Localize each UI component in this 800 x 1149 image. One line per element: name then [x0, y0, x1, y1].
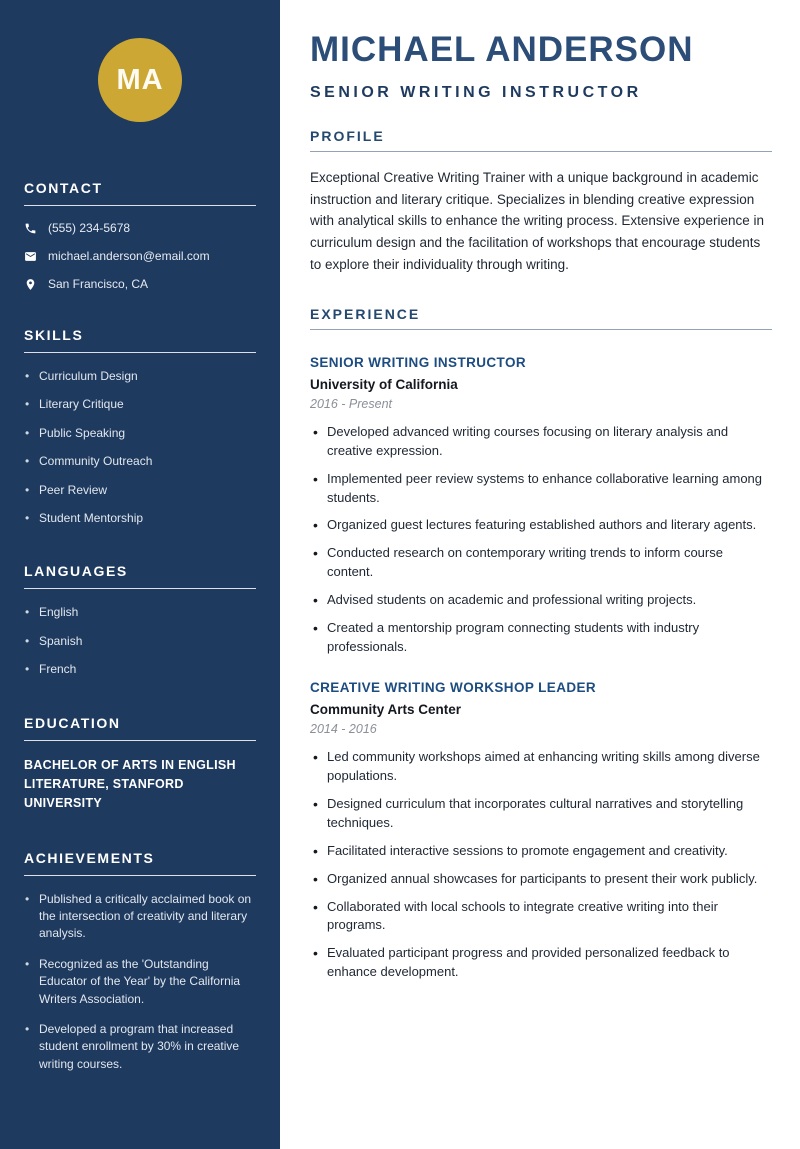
- achievement-item: • Published a critically acclaimed book on the intersection of creativity and literary analysis.: [24, 891, 256, 943]
- experience-heading: EXPERIENCE: [310, 306, 421, 323]
- achievement-item: • Recognized as the 'Outstanding Educator of the Year' by the California Writers Association.: [24, 956, 256, 1008]
- job-bullet: • Facilitated interactive sessions to promote engagement and creativity.: [310, 842, 772, 861]
- job-bullets: [310, 748, 772, 981]
- achievements-heading: ACHIEVEMENTS: [24, 850, 256, 876]
- main-content: [280, 0, 800, 1149]
- skill-item: • Student Mentorship: [24, 510, 256, 527]
- skill-item: • Public Speaking: [24, 425, 256, 442]
- achievement-item: • Developed a program that increased student enrollment by 30% in creative writing courses.: [24, 1021, 256, 1073]
- language-item: • Spanish: [24, 633, 256, 650]
- profile-divider: [310, 151, 772, 152]
- skill-item: • Curriculum Design: [24, 368, 256, 385]
- person-title: SENIOR WRITING INSTRUCTOR: [310, 83, 642, 101]
- education-section: [24, 715, 256, 814]
- job-bullets: [310, 423, 772, 656]
- job-bullet: • Created a mentorship program connecting students with industry professionals.: [310, 619, 772, 657]
- skill-item: • Community Outreach: [24, 453, 256, 470]
- contact-heading: CONTACT: [24, 180, 256, 206]
- contact-location-text: San Francisco, CA: [48, 277, 149, 291]
- contact-phone: [24, 221, 256, 235]
- job-entry-1: [310, 355, 772, 656]
- contact-email: [24, 249, 256, 263]
- contact-email-text: michael.anderson@email.com: [48, 249, 210, 263]
- languages-heading: LANGUAGES: [24, 563, 256, 589]
- contact-section: [24, 180, 256, 291]
- job-bullet: • Evaluated participant progress and provided personalized feedback to enhance development.: [310, 944, 772, 982]
- location-icon: [24, 278, 37, 291]
- spacer: [310, 345, 772, 353]
- language-item: • French: [24, 661, 256, 678]
- job-bullet: • Developed advanced writing courses focusing on literary analysis and creative expression.: [310, 423, 772, 461]
- sidebar: [0, 0, 280, 1149]
- job-bullet: • Advised students on academic and professional writing projects.: [310, 591, 772, 610]
- profile-heading: PROFILE: [310, 127, 385, 144]
- contact-phone-text: (555) 234-5678: [48, 221, 131, 235]
- skill-item: • Literary Critique: [24, 396, 256, 413]
- avatar-initials: MA: [116, 63, 164, 96]
- job-bullet: • Implemented peer review systems to enhance collaborative learning among students.: [310, 470, 772, 508]
- job-bullet: • Led community workshops aimed at enhancing writing skills among diverse populations.: [310, 748, 772, 786]
- job-bullet: • Designed curriculum that incorporates cultural narratives and storytelling techniques.: [310, 795, 772, 833]
- avatar: [98, 38, 182, 122]
- job-bullet: • Collaborated with local schools to integrate creative writing into their programs.: [310, 898, 772, 936]
- job-company: University of California: [310, 377, 458, 393]
- language-item: • English: [24, 604, 256, 621]
- languages-section: [24, 563, 256, 678]
- job-bullet: • Organized annual showcases for participants to present their work publicly.: [310, 870, 772, 889]
- experience-divider: [310, 329, 772, 330]
- languages-list: [24, 604, 256, 678]
- job-title: CREATIVE WRITING WORKSHOP LEADER: [310, 680, 597, 696]
- phone-icon: [24, 222, 37, 235]
- contact-location: [24, 277, 256, 291]
- profile-text: Exceptional Creative Writing Trainer with a unique background in academic instruction and literary critique. Specializes in blending creative expression with analytical skills to enhance the writing process. Extensive experience in curriculum design and the facilitation of workshops that encourage students to explore their individuality through writing.: [310, 169, 764, 273]
- job-bullet: • Conducted research on contemporary writing trends to inform course content.: [310, 544, 772, 582]
- education-heading: EDUCATION: [24, 715, 256, 741]
- job-bullet: • Organized guest lectures featuring established authors and literary agents.: [310, 516, 772, 535]
- person-name: MICHAEL ANDERSON: [310, 30, 694, 69]
- skill-item: • Peer Review: [24, 482, 256, 499]
- job-dates: 2014 - 2016: [310, 722, 377, 737]
- achievements-section: [24, 850, 256, 1074]
- job-company: Community Arts Center: [310, 702, 462, 718]
- achievements-list: [24, 891, 256, 1074]
- job-entry-2: [310, 680, 772, 981]
- skills-heading: SKILLS: [24, 327, 256, 353]
- skills-list: [24, 368, 256, 527]
- job-title: SENIOR WRITING INSTRUCTOR: [310, 355, 527, 371]
- skills-section: [24, 327, 256, 527]
- education-degree: BACHELOR OF ARTS IN ENGLISH LITERATURE, STANFORD UNIVERSITY: [24, 757, 236, 811]
- email-icon: [24, 250, 37, 263]
- job-dates: 2016 - Present: [310, 397, 392, 412]
